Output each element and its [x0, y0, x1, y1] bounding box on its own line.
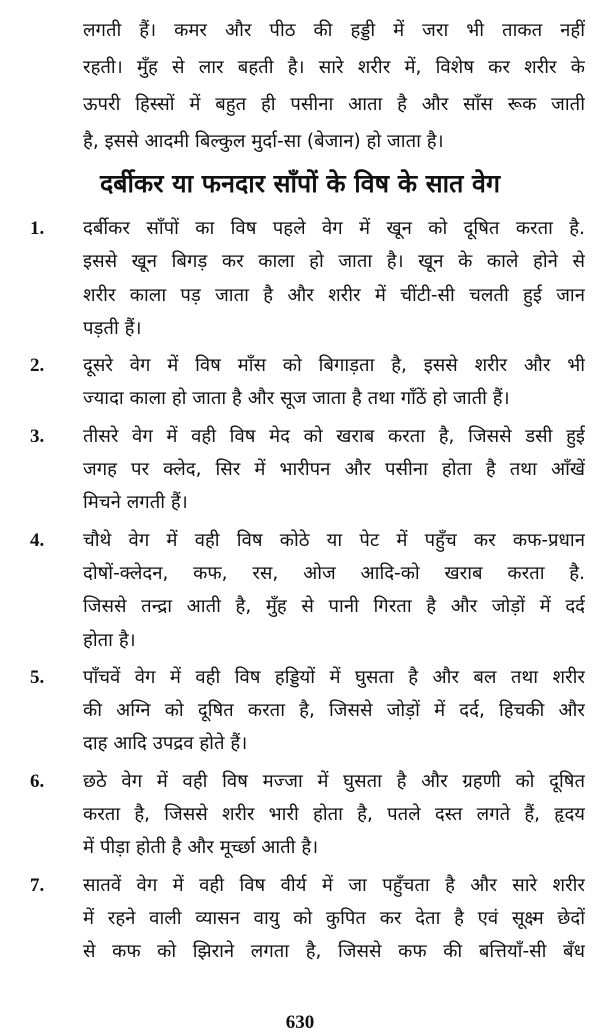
list-item-number: 3.	[30, 425, 45, 447]
section-heading: दर्बीकर या फनदार साँपों के विष के सात वेग	[99, 169, 501, 198]
list-item-number: 7.	[30, 874, 45, 896]
list-item	[0, 349, 600, 416]
text-line: होता है।	[83, 629, 136, 651]
text-line: दोषों-क्लेदन, कफ, रस, ओज आदि-को खराब करता है.	[83, 562, 585, 584]
text-line: दर्बीकर साँपों का विष पहले वेग में खून को दूषित करता है.	[83, 218, 585, 239]
list-item-text	[83, 524, 585, 657]
text-line: चौथे वेग में वही विष कोठे या पेट में पहुँच कर कफ-प्रधान	[83, 529, 585, 551]
text-line: छठे वेग में वही विष मज्जा में घुसता है और ग्रहणी को दूषित	[83, 770, 585, 792]
text-line: पाँचवें वेग में वही विष हड्डियों में घुसता है और बल तथा शरीर	[83, 666, 585, 688]
text-line: रहती। मुँह से लार बहती है। सारे शरीर में, विशेष कर शरीर के	[83, 57, 585, 78]
text-line: जिससे तन्द्रा आती है, मुँह से पानी गिरता है और जोड़ों में दर्द	[83, 596, 585, 618]
text-line: करता है, जिससे शरीर भारी होता है, पतले दस्त लगते हैं, हृदय	[83, 804, 585, 826]
text-line: में पीड़ा होती है और मूर्च्छा आती है।	[83, 837, 319, 859]
page-number: 630	[285, 1012, 315, 1033]
list-item-text	[83, 661, 585, 761]
list-item-number: 4.	[30, 529, 45, 551]
list-item-text	[83, 212, 585, 345]
text-line: पड़ती हैं।	[83, 317, 142, 339]
text-line: है, इससे आदमी बिल्कुल मुर्दा-सा (बेजान) हो जाता है।	[83, 131, 444, 152]
list-item-number: 1.	[30, 218, 45, 239]
text-line: शरीर काला पड़ जाता है और शरीर में चींटी-सी चलती हुई जान	[83, 284, 585, 306]
list-item	[0, 524, 600, 657]
list-item-text	[83, 420, 585, 520]
list-item-number: 5.	[30, 666, 45, 688]
list-item	[0, 765, 600, 865]
text-line: दूसरे वेग में विष माँस को बिगाड़ता है, इससे शरीर और भी	[83, 355, 585, 377]
text-line: लगती हैं। कमर और पीठ की हड्डी में जरा भी ताकत नहीं	[83, 20, 585, 41]
list-item	[0, 212, 600, 345]
list-item-number: 6.	[30, 770, 45, 792]
intro-paragraph	[83, 12, 585, 160]
text-line: मिचने लगती हैं।	[83, 492, 188, 514]
text-line: जगह पर क्लेद, सिर में भारीपन और पसीना होता है तथा आँखें	[83, 459, 585, 481]
text-line: की अग्नि को दूषित करता है, जिससे जोड़ों में दर्द, हिचकी और	[83, 700, 585, 722]
text-line: से कफ को झिराने लगता है, जिससे कफ की बत्तियाँ-सी बँध	[83, 941, 585, 963]
list-item-number: 2.	[30, 355, 45, 377]
text-line: ऊपरी हिस्सों में बहुत ही पसीना आता है और साँस रूक जाती	[83, 94, 585, 115]
numbered-list	[0, 212, 600, 973]
list-item-text	[83, 765, 585, 865]
list-item	[0, 869, 600, 969]
list-item	[0, 420, 600, 520]
text-line: सातवें वेग में वही विष वीर्य में जा पहुँचता है और सारे शरीर	[83, 874, 585, 896]
text-line: तीसरे वेग में वही विष मेद को खराब करता है, जिससे डसी हुई	[83, 425, 585, 447]
text-line: ज्यादा काला हो जाता है और सूज जाता है तथा गाँठें हो जाती हैं।	[83, 388, 510, 410]
list-item-text	[83, 869, 585, 969]
list-item	[0, 661, 600, 761]
text-line: दाह आदि उपद्रव होते हैं।	[83, 733, 248, 755]
text-line: में रहने वाली व्यासन वायु को कुपित कर देता है एवं सूक्ष्म छेदों	[83, 907, 585, 929]
list-item-text	[83, 349, 585, 416]
text-line: इससे खून बिगड़ कर काला हो जाता है। खून के काले होने से	[83, 251, 585, 273]
